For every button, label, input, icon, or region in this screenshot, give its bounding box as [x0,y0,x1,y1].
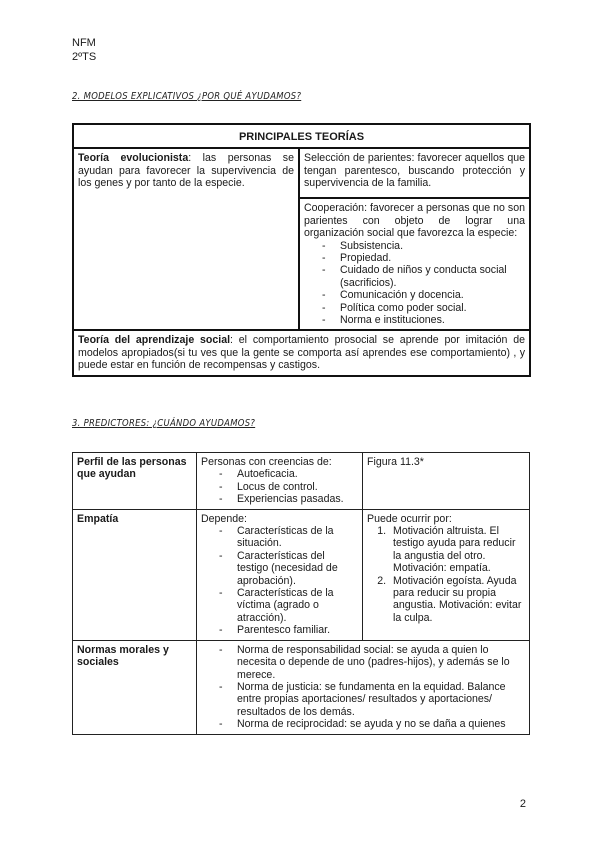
list-item: - Parentesco familiar. [219,624,358,636]
social-learning-cell [73,330,530,375]
list-item: - Autoeficacia. [219,468,358,480]
empathy-intro: Depende: [201,512,247,525]
section-2-title: 2. MODELOS EXPLICATIVOS ¿POR QUÉ AYUDAMOS? [72,91,302,102]
motivation-list [367,525,525,624]
cooperation-cell [299,198,530,330]
list-item: 2. Motivación egoísta. Ayuda para reducir su propia angustia. Motivación: evitar la culpa. [389,575,525,625]
theories-table [72,123,531,377]
list-item: - Características del testigo (necesidad de aprobación). [219,550,358,587]
empathy-list [201,525,358,637]
evolutionary-theory-cell [73,148,299,330]
list-item: - Norma de reciprocidad: se ayuda y no se daña a quienes [219,718,525,730]
list-item: - Propiedad. [322,252,525,264]
section-3-title: 3. PREDICTORES: ¿CUÁNDO AYUDAMOS? [72,418,256,429]
list-item: - Locus de control. [219,481,358,493]
list-item: - Norma e instituciones. [322,314,525,326]
list-item: - Norma de justicia: se fundamenta en la equidad. Balance entre propias aportaciones/ resultados y aportaciones/ resultados de los demás. [219,681,525,718]
norms-list [201,644,525,731]
list-item: - Política como poder social. [322,302,525,314]
empathy-motivation-cell [363,509,530,640]
kin-selection-cell: Selección de parientes: favorecer aquellos que tengan parentesco, buscando protección y supervivencia de la familia. [299,148,530,198]
theories-table-heading: PRINCIPALES TEORÍAS [73,124,530,148]
cooperation-intro: Cooperación: favorecer a personas que no son parientes con objeto de lograr una organización social que favorezca la especie: [304,202,525,240]
evolutionary-theory-text: : las personas se ayudan para favorecer la supervivencia de los genes y por tanto de la especie. [78,152,294,190]
list-item: - Características de la situación. [219,525,358,550]
empathy-depends-cell [197,509,363,640]
list-item: - Características de la víctima (agrado o atracción). [219,587,358,624]
header-line-2: 2ºTS [72,51,97,63]
predictors-table [72,452,530,735]
cooperation-list [304,240,525,327]
profile-label-cell: Perfil de las personas que ayudan [73,453,197,510]
list-item: - Experiencias pasadas. [219,493,358,505]
evolutionary-theory-label: Teoría evolucionista [78,152,189,165]
list-item: 1. Motivación altruista. El testigo ayuda para reducir la angustia del otro. Motivación: empatía. [389,525,525,575]
list-item: - Subsistencia. [322,240,525,252]
norms-label-cell: Normas morales y sociales [73,640,197,734]
social-learning-text: : el comportamiento prosocial se aprende por imitación de modelos apropiados(si tu ves que la gente se comporta así aprendes ese comportamiento) , y puede estar en función de recompensas y castigos. [78,334,525,372]
page-number: 2 [519,798,526,810]
empathy-right-intro: Puede ocurrir por: [367,512,452,525]
empathy-label-cell: Empatía [73,509,197,640]
list-item: - Cuidado de niños y conducta social (sacrificios). [322,264,525,289]
profile-beliefs-cell [197,453,363,510]
norms-cell [197,640,530,734]
profile-intro: Personas con creencias de: [201,456,332,468]
profile-list [201,468,358,505]
list-item: - Comunicación y docencia. [322,289,525,301]
list-item: - Norma de responsabilidad social: se ayuda a quien lo necesita o depende de uno (padres-hijos), y además se lo merece. [219,644,525,681]
social-learning-label: Teoría del aprendizaje social [78,334,231,347]
profile-figure-note: Figura 11.3* [363,453,530,510]
header-line-1: NFM [72,37,96,49]
